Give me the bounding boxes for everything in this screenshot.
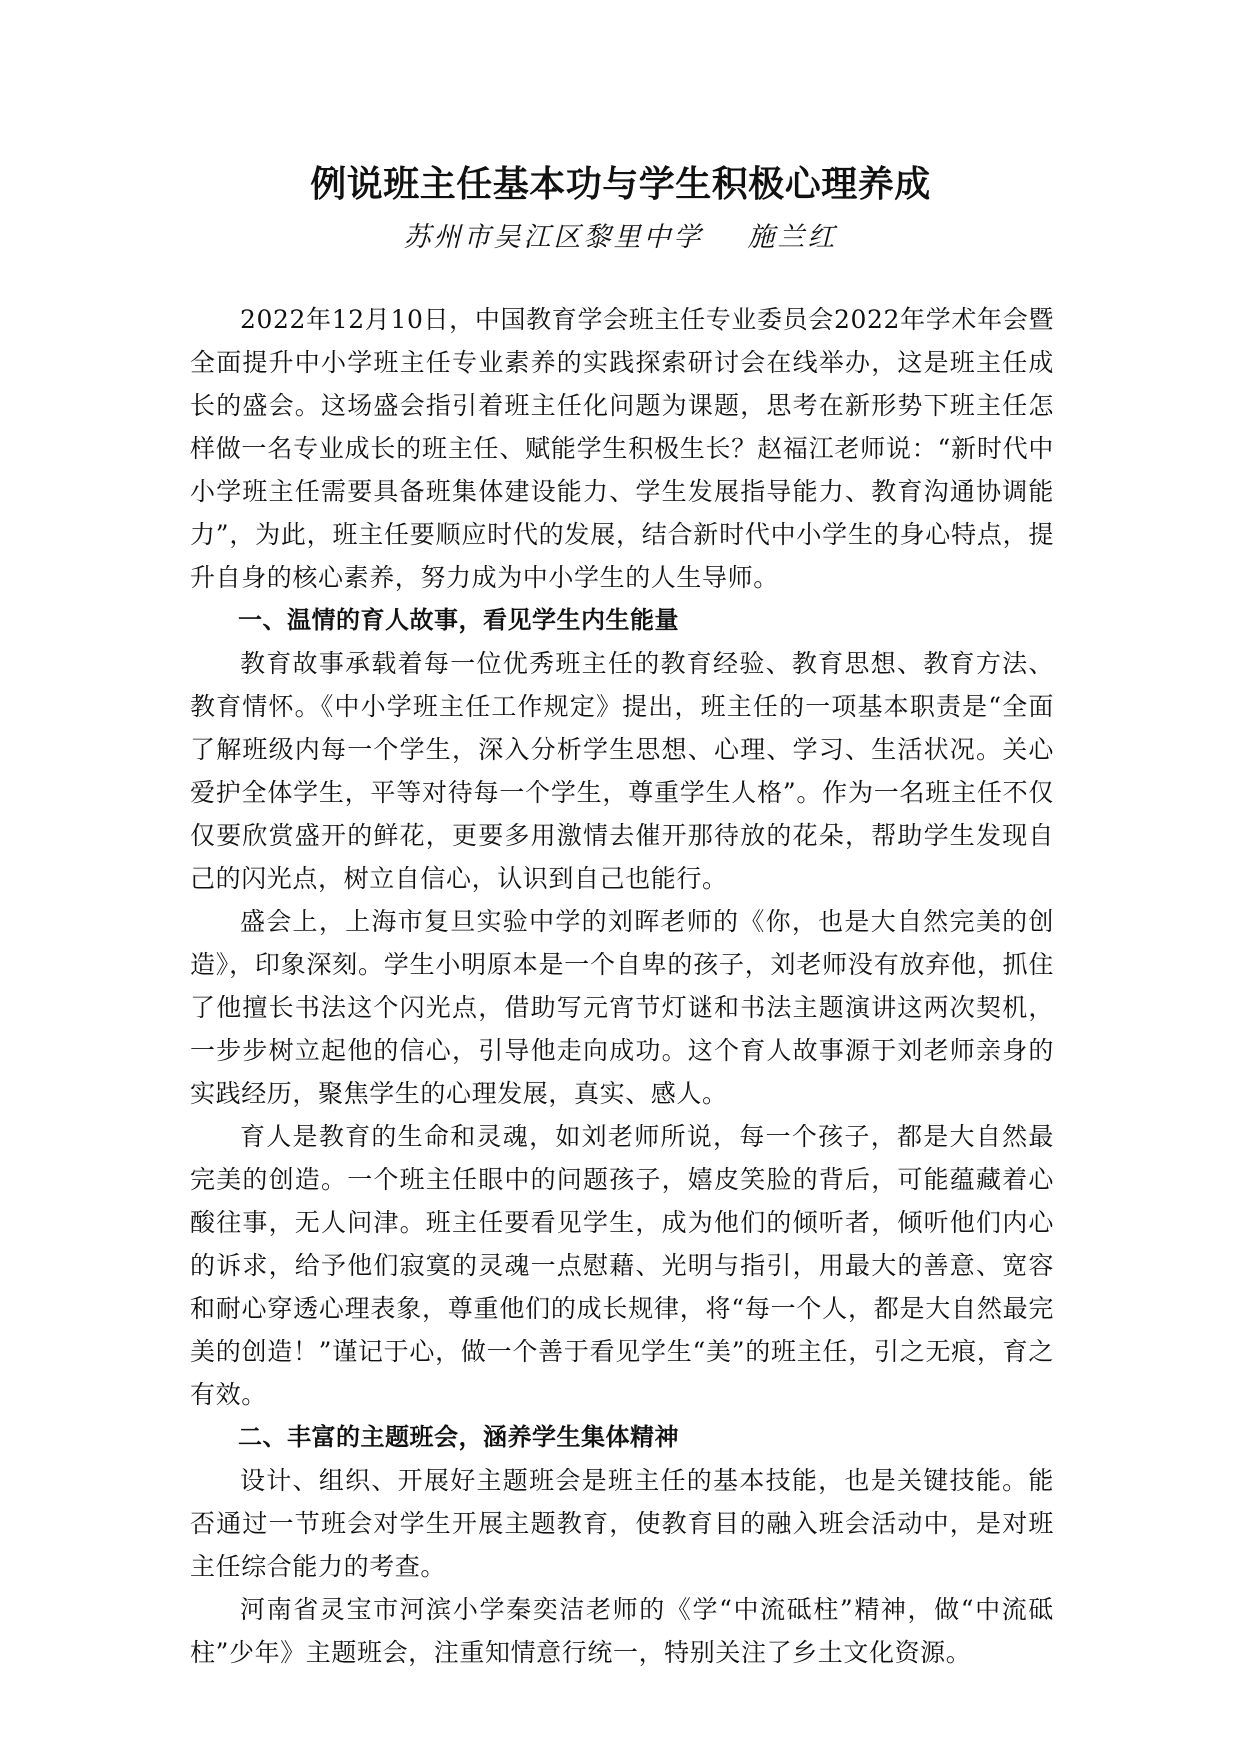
author-byline (0, 218, 1241, 258)
section-heading-2: 二、丰富的主题班会，涵养学生集体精神 (238, 1423, 679, 1451)
page-title: 例说班主任基本功与学生积极心理养成 (310, 164, 931, 205)
paragraph-section1-3: 育人是教育的生命和灵魂，如刘老师所说，每一个孩子，都是大自然最完美的创造。一个班主任眼中的问题孩子，嬉皮笑脸的背后，可能蕴藏着心酸往事，无人问津。班主任要看见学生，成为他们的倾听者，倾听他们内心的诉求，给予他们寂寞的灵魂一点慰藉、光明与指引，用最大的善意、宽容和耐心穿透心理表象，尊重他们的成长规律，将“每一个人，都是大自然最完美的创造！”谨记于心，做一个善于看见学生“美”的班主任，引之无痕，育之有效。 (190, 1122, 1054, 1409)
paragraph-section2-1: 设计、组织、开展好主题班会是班主任的基本技能，也是关键技能。能否通过一节班会对学生开展主题教育，使教育目的融入班会活动中，是对班主任综合能力的考查。 (190, 1466, 1054, 1581)
paragraph-section2-2: 河南省灵宝市河滨小学秦奕洁老师的《学“中流砥柱”精神，做“中流砥柱”少年》主题班会，注重知情意行统一，特别关注了乡土文化资源。 (190, 1595, 1054, 1667)
paragraph-section1-2: 盛会上，上海市复旦实验中学的刘晖老师的《你，也是大自然完美的创造》，印象深刻。学生小明原本是一个自卑的孩子，刘老师没有放弃他，抓住了他擅长书法这个闪光点，借助写元宵节灯谜和书法主题演讲这两次契机，一步步树立起他的信心，引导他走向成功。这个育人故事源于刘老师亲身的实践经历，聚焦学生的心理发展，真实、感人。 (190, 907, 1054, 1108)
paragraph-intro: 2022年12月10日，中国教育学会班主任专业委员会2022年学术年会暨全面提升中小学班主任专业素养的实践探索研讨会在线举办，这是班主任成长的盛会。这场盛会指引着班主任化问题为课题，思考在新形势下班主任怎样做一名专业成长的班主任、赋能学生积极生长？赵福江老师说：“新时代中小学班主任需要具备班集体建设能力、学生发展指导能力、教育沟通协调能力”，为此，班主任要顺应时代的发展，结合新时代中小学生的身心特点，提升自身的核心素养，努力成为中小学生的人生导师。 (190, 305, 1054, 592)
author-school: 苏州市吴江区黎里中学 (403, 222, 704, 253)
paragraph-section1-1: 教育故事承载着每一位优秀班主任的教育经验、教育思想、教育方法、教育情怀。《中小学班主任工作规定》提出，班主任的一项基本职责是“全面了解班级内每一个学生，深入分析学生思想、心理、学习、生活状况。关心爱护全体学生，平等对待每一个学生，尊重学生人格”。作为一名班主任不仅仅要欣赏盛开的鲜花，更要多用激情去催开那待放的花朵，帮助学生发现自己的闪光点，树立自信心，认识到自己也能行。 (190, 649, 1054, 893)
section-heading-1: 一、温情的育人故事，看见学生内生能量 (238, 606, 679, 634)
article-body (190, 298, 1054, 1674)
author-name: 施兰红 (747, 222, 838, 253)
